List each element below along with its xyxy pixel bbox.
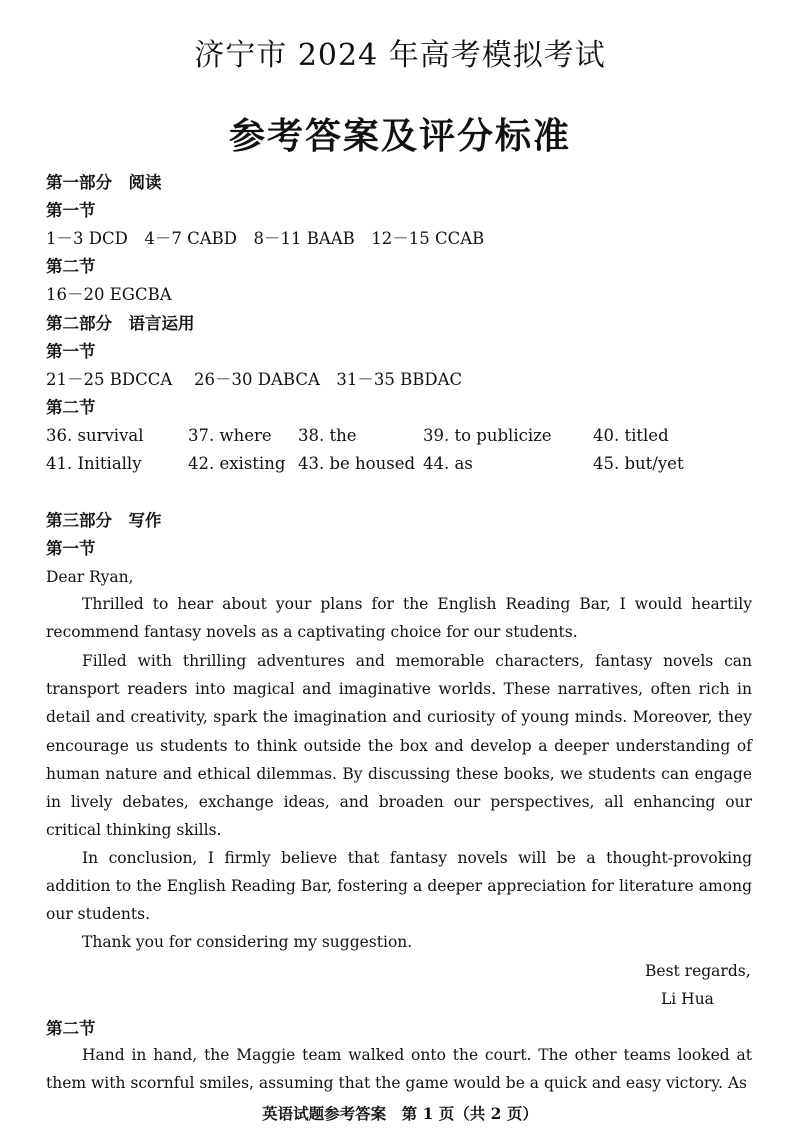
document-subtitle: 参考答案及评分标准 bbox=[228, 115, 571, 157]
part3-heading: 第三部分 写作 bbox=[46, 511, 162, 530]
fill-blank-answer: 41. Initially bbox=[46, 454, 142, 473]
page-footer: 英语试题参考答案 第 1 页（共 2 页） bbox=[262, 1104, 538, 1123]
fill-blank-answer: 37. where bbox=[188, 426, 272, 445]
exam-title: 济宁市 2024 年高考模拟考试 bbox=[194, 38, 606, 73]
letter-paragraph: Thrilled to hear about your plans for the English Reading Bar, I would heartily recommend fantasy novels as a captivating choice for our students. bbox=[46, 595, 752, 642]
fill-blank-answer: 43. be housed bbox=[298, 454, 416, 473]
part1-section2-label: 第二节 bbox=[46, 257, 96, 276]
part2-section2-label: 第二节 bbox=[46, 398, 96, 417]
part1-section1-label: 第一节 bbox=[46, 201, 96, 220]
letter-closing: Best regards, bbox=[645, 962, 751, 980]
part2-section1-answers: 21－25 BDCCA 26－30 DABCA 31－35 BBDAC bbox=[46, 370, 463, 389]
fill-blank-answer: 44. as bbox=[423, 454, 473, 473]
part2-heading: 第二部分 语言运用 bbox=[46, 314, 195, 333]
continuation-paragraph: Hand in hand, the Maggie team walked onto the court. The other teams looked at them with scornful smiles, assuming that the game would be a quick and easy victory. As bbox=[46, 1046, 752, 1093]
part3-section1-label: 第一节 bbox=[46, 539, 96, 558]
fill-blank-answer: 42. existing bbox=[188, 454, 286, 473]
letter-salutation: Dear Ryan, bbox=[46, 568, 134, 586]
fill-blank-answer: 38. the bbox=[298, 426, 357, 445]
part2-section1-label: 第一节 bbox=[46, 342, 96, 361]
fill-blank-answer: 45. but/yet bbox=[593, 454, 684, 473]
letter-paragraph: In conclusion, I firmly believe that fantasy novels will be a thought-provoking addition to the English Reading Bar, fostering a deeper appreciation for literature among our students. bbox=[46, 849, 752, 924]
part1-section2-answers: 16－20 EGCBA bbox=[46, 285, 172, 304]
part1-section1-answers: 1－3 DCD 4－7 CABD 8－11 BAAB 12－15 CCAB bbox=[46, 229, 485, 248]
fill-blank-answer: 40. titled bbox=[593, 426, 669, 445]
part1-heading: 第一部分 阅读 bbox=[46, 173, 162, 192]
part3-section2-label: 第二节 bbox=[46, 1019, 96, 1038]
fill-blank-answer: 36. survival bbox=[46, 426, 144, 445]
fill-blank-answer: 39. to publicize bbox=[423, 426, 552, 445]
letter-paragraph: Filled with thrilling adventures and memorable characters, fantasy novels can transport readers into magical and imaginative worlds. These narratives, often rich in detail and creativity, spark the imagination and curiosity of young minds. Moreover, they encourage us students to think outside the box and develop a deeper understanding of human nature and ethical dilemmas. By discussing these books, we students can engage in lively debates, exchange ideas, and broaden our perspectives, all enhancing our critical thinking skills. bbox=[46, 652, 752, 840]
letter-signature: Li Hua bbox=[661, 990, 714, 1008]
letter-paragraph: Thank you for considering my suggestion. bbox=[82, 933, 413, 951]
